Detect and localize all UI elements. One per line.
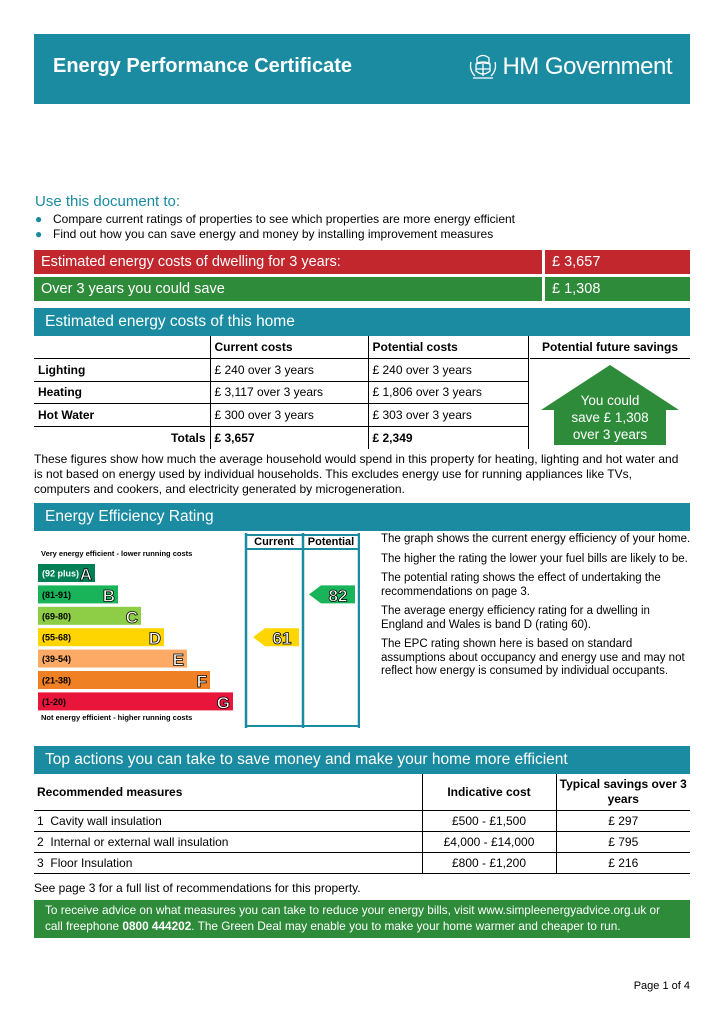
band-range-label: (69-80)	[42, 611, 72, 622]
measure-cell: 2 Internal or external wall insulation	[34, 831, 422, 852]
band-letter: A	[79, 565, 92, 584]
band-letter: D	[148, 629, 161, 649]
indicative-cost: £4,000 - £14,000	[422, 831, 556, 852]
inefficient-caption: Not energy efficient - higher running costs	[41, 713, 193, 722]
section-heading-costs: Estimated energy costs of this home	[34, 308, 690, 336]
actions-header-row	[34, 774, 690, 810]
royal-crest-icon	[467, 52, 499, 82]
eer-paragraph: The graph shows the current energy efficiency of your home.	[381, 533, 691, 545]
eer-paragraph: The EPC rating shown here is based on standard assumptions about occupancy and energy use and may not reflect how energy is consumed by individual occupants.	[381, 638, 685, 677]
bullet-icon: ●	[35, 227, 43, 241]
savings-banner	[34, 277, 690, 301]
band-g	[38, 692, 233, 713]
band-range-label: (1-20)	[42, 696, 67, 707]
page-title: Energy Performance Certificate	[53, 55, 353, 77]
band-range-label: (81-91)	[42, 589, 72, 600]
measure-cell: 3 Floor Insulation	[34, 852, 422, 873]
col-potential-costs: Potential costs	[368, 336, 528, 359]
table-row	[34, 810, 690, 831]
row-label: Lighting	[34, 359, 210, 382]
future-savings-box	[530, 336, 690, 448]
rating-bands	[38, 564, 233, 712]
advice-banner: To receive advice on what measures you can take to reduce your energy bills, visit www.simpleenergyadvice.org.uk or call freephone 0800 444202. The Green Deal may enable you to make your home warmer and cheaper to run.	[34, 900, 690, 938]
eer-paragraph: The average energy efficiency rating for a dwelling in England and Wales is band D (rating 60).	[381, 605, 650, 631]
freephone-number: 0800 444202	[122, 918, 192, 933]
estimated-cost-banner	[34, 250, 690, 274]
column-current-label: Current	[254, 536, 294, 548]
measure-cell: 1 Cavity wall insulation	[34, 810, 422, 831]
col-current-costs: Current costs	[210, 336, 368, 359]
totals-current: £ 3,657	[210, 426, 368, 449]
current-rating-value: 61	[272, 629, 292, 649]
bullet-item	[35, 212, 515, 226]
band-letter: C	[125, 607, 138, 627]
table-row	[34, 852, 690, 873]
brand-name: HM Government	[502, 53, 672, 80]
band-letter: F	[196, 672, 207, 691]
savings-label: Over 3 years you could save	[34, 277, 542, 301]
page-number: Page 1 of 4	[633, 980, 690, 992]
band-letter: E	[172, 650, 184, 670]
energy-rating-graph	[34, 533, 360, 728]
section-heading-eer: Energy Efficiency Rating	[34, 503, 690, 531]
typical-savings: £ 297	[556, 810, 690, 831]
typical-savings: £ 795	[556, 831, 690, 852]
use-document-title: Use this document to:	[35, 193, 181, 210]
col-indicative-cost: Indicative cost	[422, 774, 556, 810]
hm-government-logo	[467, 52, 672, 82]
band-letter: B	[102, 586, 115, 606]
potential-cost: £ 240 over 3 years	[368, 359, 528, 382]
savings-value: £ 1,308	[545, 277, 690, 301]
col-typical-savings: Typical savings over 3 years	[556, 774, 690, 810]
header-banner	[34, 34, 690, 104]
eer-explanation	[381, 533, 691, 685]
bullet-item	[35, 227, 493, 241]
band-letter: G	[216, 693, 230, 713]
bullet-text: Compare current ratings of properties to see which properties are more energy efficient	[53, 212, 516, 226]
bullet-text: Find out how you can save energy and money by installing improvement measures	[53, 227, 494, 241]
potential-cost: £ 1,806 over 3 years	[368, 381, 528, 404]
band-range-label: (55-68)	[42, 632, 72, 643]
totals-label: Totals	[34, 426, 210, 449]
column-potential-label: Potential	[307, 536, 355, 548]
row-label: Hot Water	[34, 404, 210, 427]
current-cost: £ 300 over 3 years	[210, 404, 368, 427]
table-row	[34, 831, 690, 852]
future-savings-heading: Potential future savings	[530, 336, 690, 359]
efficient-caption: Very energy efficient - lower running costs	[41, 549, 193, 558]
costs-note: These figures show how much the average household would spend in this property for heating, lighting and hot water and is not based on energy used by individual households. This excludes energy use for running appliances like TVs, computers and cookers, and electricity generated by microgeneration.	[34, 452, 679, 496]
band-range-label: (21-38)	[42, 675, 72, 686]
estimated-cost-label: Estimated energy costs of dwelling for 3 years:	[34, 250, 542, 274]
current-cost: £ 3,117 over 3 years	[210, 381, 368, 404]
band-range-label: (39-54)	[42, 654, 72, 665]
col-measures: Recommended measures	[34, 774, 422, 810]
current-cost: £ 240 over 3 years	[210, 359, 368, 382]
see-page-note: See page 3 for a full list of recommendations for this property.	[34, 881, 361, 895]
potential-cost: £ 303 over 3 years	[368, 404, 528, 427]
section-heading-actions: Top actions you can take to save money and make your home more efficient	[34, 746, 690, 774]
indicative-cost: £800 - £1,200	[422, 852, 556, 873]
eer-paragraph: The potential rating shows the effect of undertaking the recommendations on page 3.	[381, 572, 661, 598]
typical-savings: £ 216	[556, 852, 690, 873]
eer-paragraph: The higher the rating the lower your fuel bills are likely to be.	[381, 552, 688, 565]
totals-potential: £ 2,349	[368, 426, 528, 449]
estimated-cost-value: £ 3,657	[545, 250, 690, 274]
row-label: Heating	[34, 381, 210, 404]
bullet-icon: ●	[35, 212, 43, 226]
savings-house-text: You could save £ 1,308 over 3 years	[571, 393, 649, 442]
band-range-label: (92 plus)	[42, 568, 80, 579]
actions-table	[34, 774, 690, 874]
potential-rating-value: 82	[328, 586, 348, 606]
indicative-cost: £500 - £1,500	[422, 810, 556, 831]
